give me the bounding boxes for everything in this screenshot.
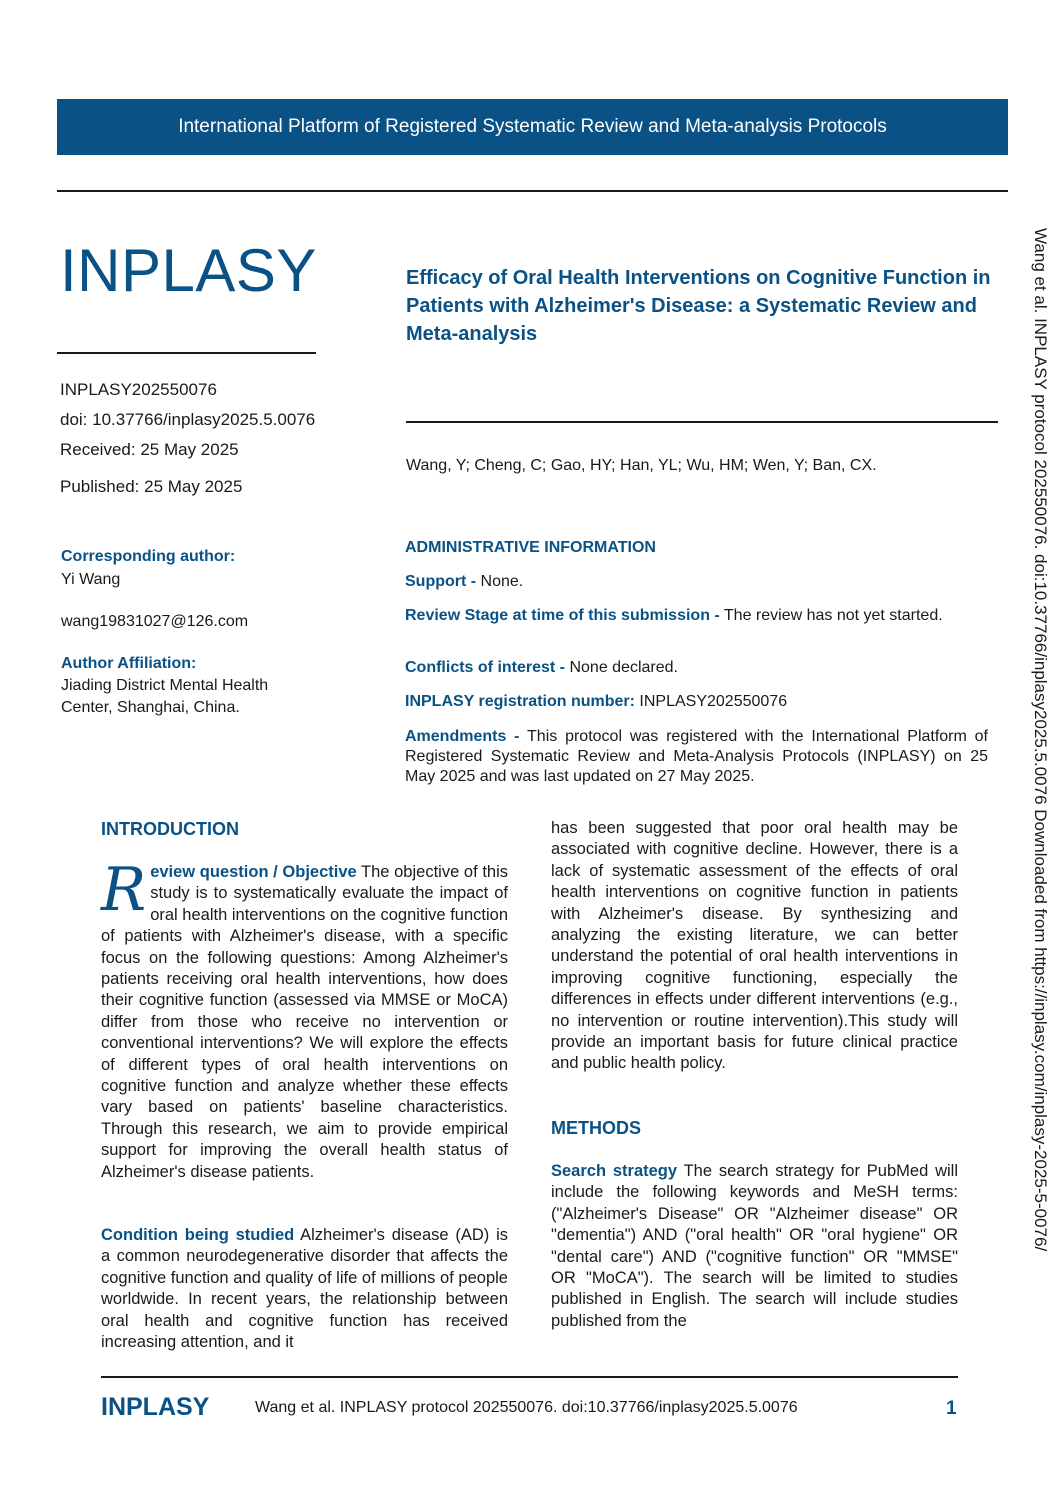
header-rule [57, 190, 1008, 192]
footer-logo: INPLASY [101, 1393, 210, 1421]
amendments-text: This protocol was registered with the International Platform of Registered Systematic Review and Meta-Analysis Protocols (INPLASY) on 25 May 2025 and was last updated on 27 May 2025. [405, 728, 989, 785]
admin-stage [405, 606, 988, 626]
admin-heading [405, 538, 988, 558]
admin-heading-text: ADMINISTRATIVE INFORMATION [405, 539, 656, 556]
introduction-heading: INTRODUCTION [101, 819, 239, 839]
corresponding-heading: Corresponding author: [61, 548, 236, 565]
admin-registration [405, 692, 988, 712]
affiliation-heading: Author Affiliation: [61, 655, 197, 672]
search-strategy-paragraph [551, 1161, 958, 1332]
footer-citation: Wang et al. INPLASY protocol 202550076. doi:10.37766/inplasy2025.5.0076 [255, 1399, 798, 1416]
received-date: Received: 25 May 2025 [60, 440, 239, 459]
admin-support [405, 572, 988, 592]
registration-id: INPLASY202550076 [60, 380, 217, 399]
review-question-label: eview question / Objective [150, 863, 357, 881]
vertical-citation: Wang et al. INPLASY protocol 202550076. doi:10.37766/inplasy2025.5.0076 Downloaded from https://inplasy.com/inplasy-2025-5-0076/ [1031, 228, 1050, 1252]
condition-paragraph [101, 1225, 508, 1353]
page-number: 1 [946, 1398, 957, 1419]
corresponding-name: Yi Wang [61, 571, 121, 588]
admin-conflicts [405, 658, 988, 678]
logo-rule [57, 352, 316, 354]
search-strategy-text: The search strategy for PubMed will include the following keywords and MeSH terms: ("Alzheimer's Disease" OR "Alzheimer disease" OR "dementia") AND ("oral health" OR "oral hygiene" OR "dental care") AND ("cognitive function" OR "MMSE" OR "MoCA"). The search will be limited to studies published in English. The search will include studies published from the [551, 1162, 958, 1330]
condition-text: Alzheimer's disease (AD) is a common neurodegenerative disorder that affects the cognitive function and quality of life of millions of people worldwide. In recent years, the relationship between oral health and cognitive function has received increasing attention, and it [101, 1226, 508, 1352]
conflicts-label: Conflicts of interest - [405, 659, 566, 676]
review-question-text: The objective of this study is to systematically evaluate the impact of oral health interventions on the cognitive function of patients with Alzheimer's disease, with a specific focus on the following questions: Among Alzheimer's patients receiving oral health interventions, how does their cognitive function (assessed via MMSE or MoCA) differ from those who receive no intervention or conventional interventions? We will explore the effects of different types of oral health interventions on cognitive function and analyze whether these effects vary based on patients' baseline characteristics. Through this research, we aim to provide empirical support for improving the overall health status of Alzheimer's disease patients. [101, 863, 508, 1181]
footer-rule [101, 1376, 958, 1378]
corresponding-email[interactable]: wang19831027@126.com [61, 613, 249, 630]
registration-text: INPLASY202550076 [634, 693, 788, 710]
support-label: Support - [405, 573, 477, 590]
affiliation-text: Jiading District Mental Health Center, Shanghai, China. [61, 677, 269, 716]
doi[interactable]: doi: 10.37766/inplasy2025.5.0076 [60, 410, 316, 429]
paper-title: Efficacy of Oral Health Interventions on Cognitive Function in Patients with Alzheimer's Disease: a Systematic Review and Meta-analysis [406, 267, 991, 345]
published-date: Published: 25 May 2025 [60, 477, 243, 496]
review-question-paragraph [101, 855, 508, 1183]
admin-amendments [405, 727, 988, 787]
drop-cap: R [101, 855, 147, 925]
author-list: Wang, Y; Cheng, C; Gao, HY; Han, YL; Wu, HM; Wen, Y; Ban, CX. [406, 457, 877, 474]
registration-label: INPLASY registration number: [405, 693, 635, 710]
search-strategy-label: Search strategy [551, 1162, 678, 1180]
support-text: None. [476, 573, 524, 590]
header-banner: International Platform of Registered Systematic Review and Meta-analysis Protocols [57, 99, 1008, 155]
stage-text: The review has not yet started. [719, 607, 943, 624]
title-rule [406, 421, 998, 423]
amendments-label: Amendments - [405, 728, 520, 745]
methods-heading: METHODS [551, 1118, 641, 1138]
conflicts-text: None declared. [565, 659, 678, 676]
stage-label: Review Stage at time of this submission - [405, 607, 720, 624]
condition-continued-paragraph: has been suggested that poor oral health may be associated with cognitive decline. However, there is a lack of systematic assessment of the effects of oral health interventions on cognitive function in patients with Alzheimer's disease. By synthesizing and analyzing the existing literature, we can better understand the potential of oral health interventions in improving cognitive functioning, especially the differences in effects under different interventions (e.g., no intervention or routine intervention).This study will provide an important basis for future clinical practice and public health policy. [551, 819, 958, 1073]
inplasy-logo: INPLASY [60, 237, 317, 304]
condition-label: Condition being studied [101, 1226, 295, 1244]
